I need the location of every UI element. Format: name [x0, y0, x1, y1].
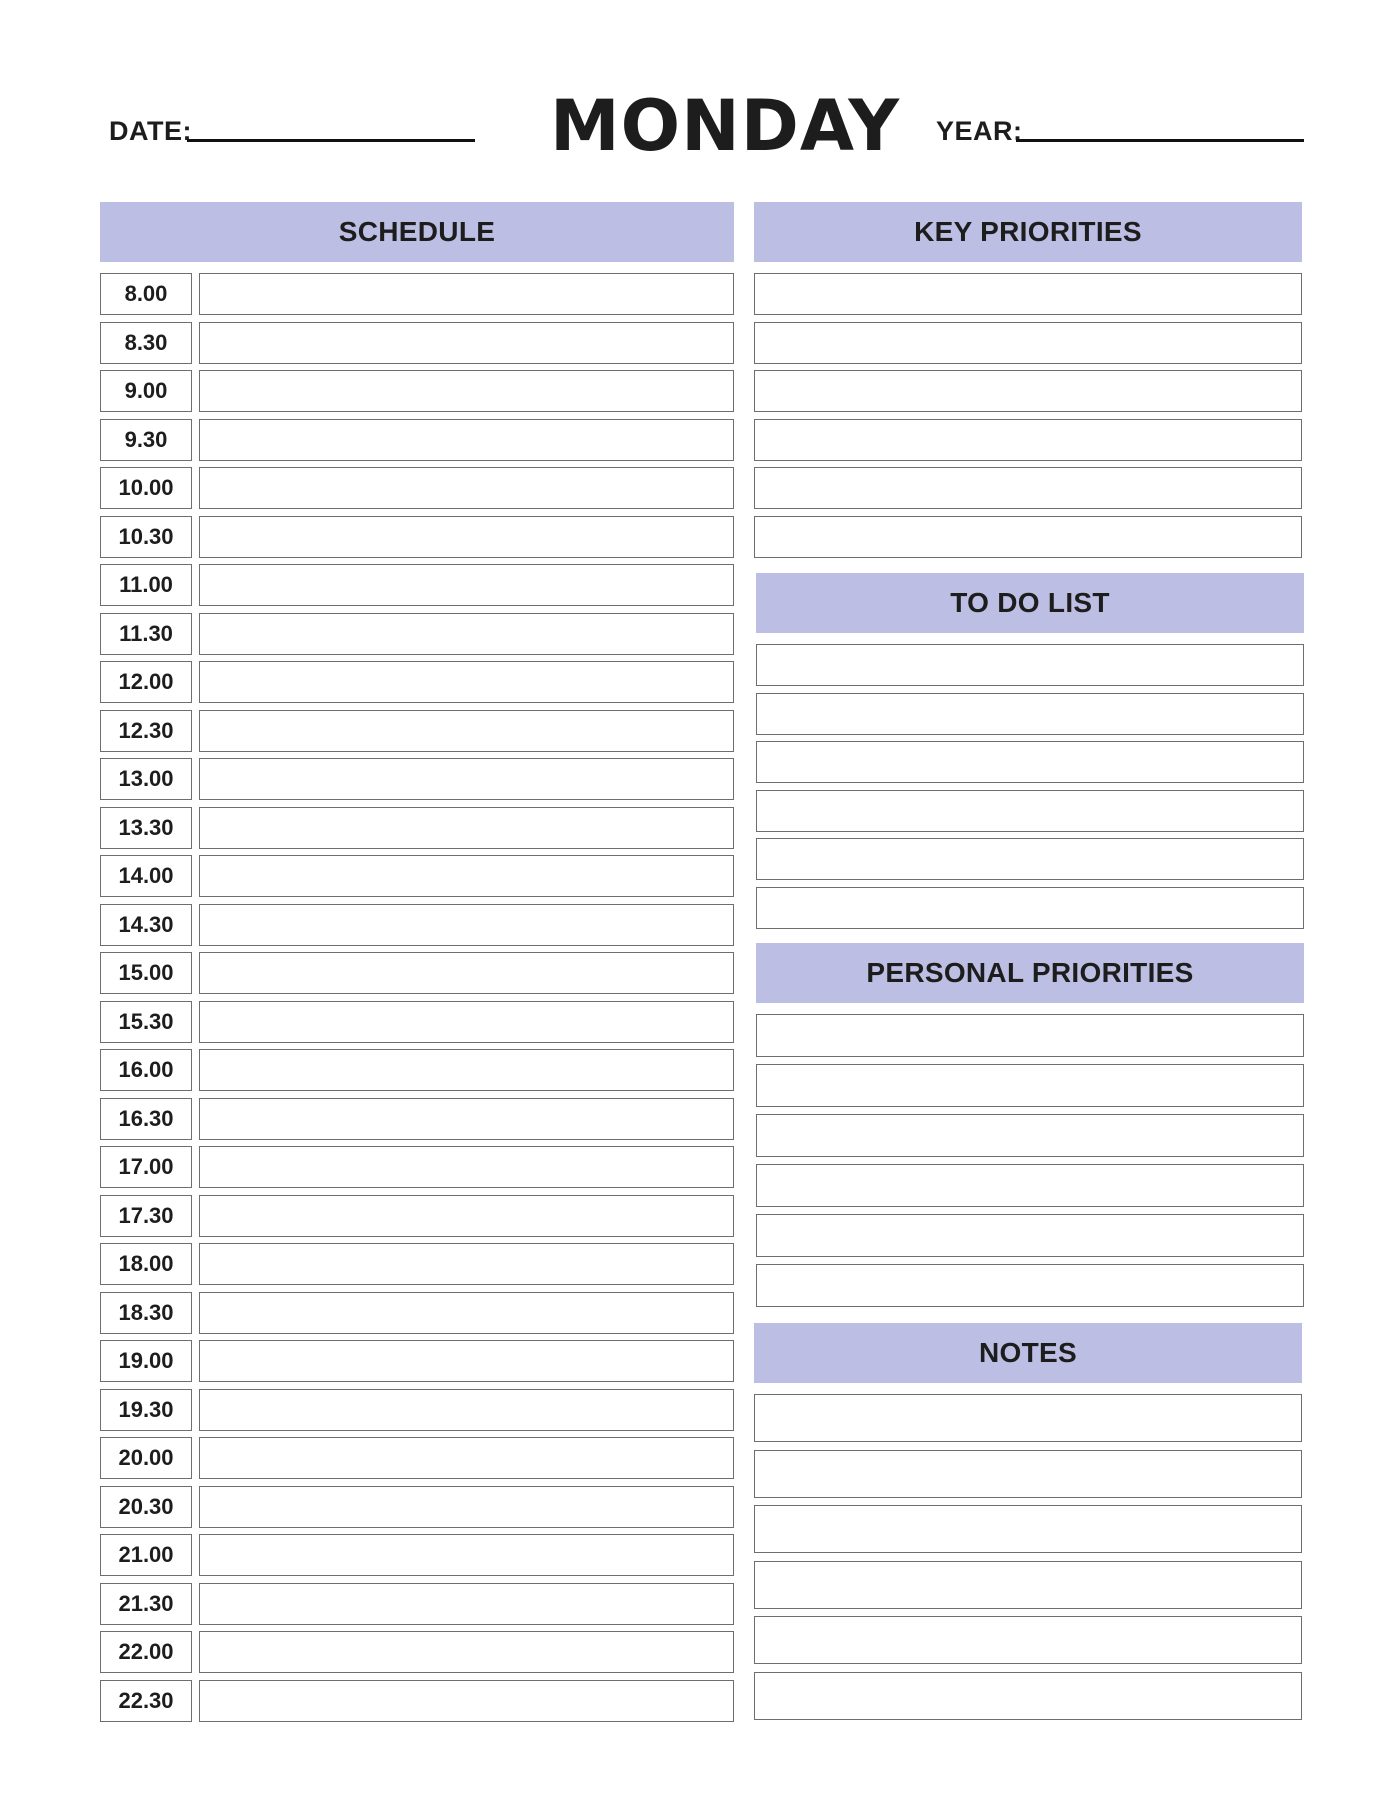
personal-priority-field[interactable] — [756, 1264, 1304, 1307]
schedule-entry-field[interactable] — [199, 370, 734, 412]
year-label: YEAR: — [936, 116, 1023, 146]
time-slot-label: 22.30 — [100, 1680, 192, 1722]
page-header — [0, 0, 1400, 180]
schedule-entry-field[interactable] — [199, 1680, 734, 1722]
notes-header: NOTES — [754, 1323, 1302, 1383]
time-slot-label: 16.30 — [100, 1098, 192, 1140]
time-slot-label: 10.00 — [100, 467, 192, 509]
time-slot-label: 13.00 — [100, 758, 192, 800]
schedule-entry-field[interactable] — [199, 1583, 734, 1625]
personal-priority-field[interactable] — [756, 1014, 1304, 1057]
schedule-entry-field[interactable] — [199, 1340, 734, 1382]
notes-line-field[interactable] — [754, 1616, 1302, 1664]
schedule-entry-field[interactable] — [199, 419, 734, 461]
notes-line-field[interactable] — [754, 1672, 1302, 1720]
time-slot-label: 14.30 — [100, 904, 192, 946]
time-slot-label: 11.00 — [100, 564, 192, 606]
time-slot-label: 10.30 — [100, 516, 192, 558]
personal-priority-field[interactable] — [756, 1164, 1304, 1207]
day-title: MONDAY — [550, 85, 901, 167]
time-slot-label: 21.30 — [100, 1583, 192, 1625]
schedule-entry-field[interactable] — [199, 1292, 734, 1334]
to-do-item-field[interactable] — [756, 838, 1304, 880]
key-priority-field[interactable] — [754, 273, 1302, 315]
schedule-entry-field[interactable] — [199, 467, 734, 509]
time-slot-label: 18.00 — [100, 1243, 192, 1285]
notes-line-field[interactable] — [754, 1505, 1302, 1553]
notes-line-field[interactable] — [754, 1450, 1302, 1498]
time-slot-label: 20.00 — [100, 1437, 192, 1479]
date-label: DATE: — [109, 116, 192, 146]
schedule-entry-field[interactable] — [199, 1631, 734, 1673]
schedule-entry-field[interactable] — [199, 661, 734, 703]
time-slot-label: 15.00 — [100, 952, 192, 994]
personal-priorities-header: PERSONAL PRIORITIES — [756, 943, 1304, 1003]
time-slot-label: 17.30 — [100, 1195, 192, 1237]
schedule-entry-field[interactable] — [199, 322, 734, 364]
time-slot-label: 18.30 — [100, 1292, 192, 1334]
time-slot-label: 21.00 — [100, 1534, 192, 1576]
time-slot-label: 13.30 — [100, 807, 192, 849]
schedule-entry-field[interactable] — [199, 613, 734, 655]
schedule-entry-field[interactable] — [199, 710, 734, 752]
time-slot-label: 11.30 — [100, 613, 192, 655]
date-line[interactable] — [187, 139, 475, 142]
time-slot-label: 20.30 — [100, 1486, 192, 1528]
schedule-entry-field[interactable] — [199, 564, 734, 606]
schedule-entry-field[interactable] — [199, 1098, 734, 1140]
schedule-entry-field[interactable] — [199, 1486, 734, 1528]
time-slot-label: 8.30 — [100, 322, 192, 364]
time-slot-label: 19.00 — [100, 1340, 192, 1382]
schedule-entry-field[interactable] — [199, 807, 734, 849]
key-priorities-header: KEY PRIORITIES — [754, 202, 1302, 262]
schedule-entry-field[interactable] — [199, 1049, 734, 1091]
to-do-item-field[interactable] — [756, 741, 1304, 783]
time-slot-label: 12.00 — [100, 661, 192, 703]
personal-priority-field[interactable] — [756, 1114, 1304, 1157]
personal-priority-field[interactable] — [756, 1214, 1304, 1257]
time-slot-label: 14.00 — [100, 855, 192, 897]
time-slot-label: 19.30 — [100, 1389, 192, 1431]
personal-priority-field[interactable] — [756, 1064, 1304, 1107]
time-slot-label: 12.30 — [100, 710, 192, 752]
time-slot-label: 22.00 — [100, 1631, 192, 1673]
key-priority-field[interactable] — [754, 516, 1302, 558]
schedule-entry-field[interactable] — [199, 1534, 734, 1576]
schedule-entry-field[interactable] — [199, 1437, 734, 1479]
schedule-entry-field[interactable] — [199, 1195, 734, 1237]
schedule-entry-field[interactable] — [199, 855, 734, 897]
time-slot-label: 9.30 — [100, 419, 192, 461]
schedule-entry-field[interactable] — [199, 758, 734, 800]
time-slot-label: 8.00 — [100, 273, 192, 315]
year-line[interactable] — [1016, 139, 1304, 142]
to-do-item-field[interactable] — [756, 790, 1304, 832]
to-do-item-field[interactable] — [756, 693, 1304, 735]
to-do-item-field[interactable] — [756, 644, 1304, 686]
to-do-list-header: TO DO LIST — [756, 573, 1304, 633]
schedule-entry-field[interactable] — [199, 273, 734, 315]
notes-line-field[interactable] — [754, 1561, 1302, 1609]
key-priority-field[interactable] — [754, 467, 1302, 509]
schedule-entry-field[interactable] — [199, 516, 734, 558]
schedule-entry-field[interactable] — [199, 1389, 734, 1431]
key-priority-field[interactable] — [754, 419, 1302, 461]
key-priority-field[interactable] — [754, 322, 1302, 364]
schedule-entry-field[interactable] — [199, 1001, 734, 1043]
time-slot-label: 15.30 — [100, 1001, 192, 1043]
schedule-entry-field[interactable] — [199, 1146, 734, 1188]
schedule-header: SCHEDULE — [100, 202, 734, 262]
time-slot-label: 17.00 — [100, 1146, 192, 1188]
schedule-entry-field[interactable] — [199, 904, 734, 946]
notes-line-field[interactable] — [754, 1394, 1302, 1442]
time-slot-label: 16.00 — [100, 1049, 192, 1091]
to-do-item-field[interactable] — [756, 887, 1304, 929]
schedule-entry-field[interactable] — [199, 1243, 734, 1285]
time-slot-label: 9.00 — [100, 370, 192, 412]
key-priority-field[interactable] — [754, 370, 1302, 412]
schedule-entry-field[interactable] — [199, 952, 734, 994]
